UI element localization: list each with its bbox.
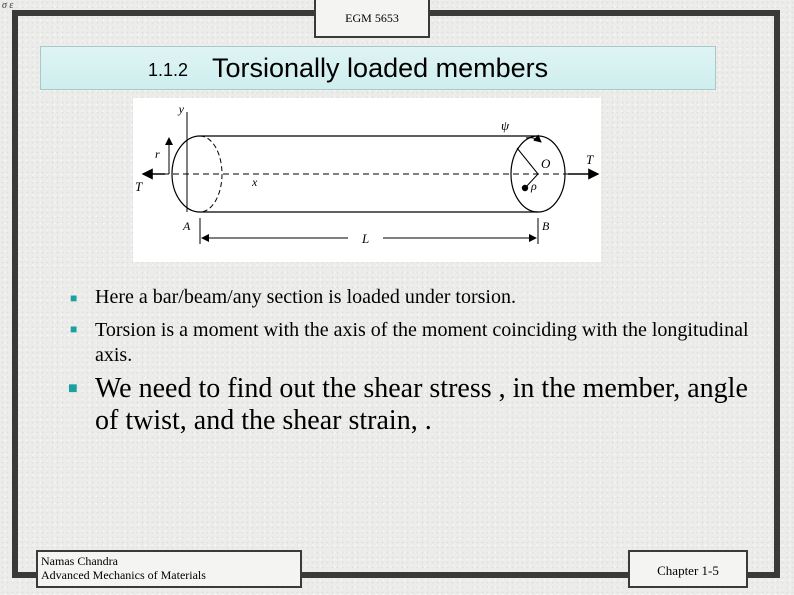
label-o: O [541,156,551,171]
corner-mark: σ ε [2,0,14,11]
bullet-marker-icon: ■ [70,291,78,305]
footer-course-title: Advanced Mechanics of Materials [41,568,206,582]
frame-right-border [774,10,780,578]
label-r: r [155,147,160,161]
bullet-item-2: Torsion is a moment with the axis of the moment coinciding with the longitudinal axis. [95,319,749,366]
label-psi: ψ [501,118,510,133]
bullet-marker-icon: ■ [68,380,78,397]
course-code: EGM 5653 [314,0,430,38]
bullet-item-1: Here a bar/beam/any section is loaded under torsion. [95,286,516,308]
label-b: B [542,219,550,233]
label-l: L [362,231,370,246]
footer-page-ref: Chapter 1-5 [628,550,748,588]
label-a: A [183,219,191,233]
frame-left-border [12,10,18,578]
label-y: y [178,102,184,116]
footer-author-box [36,550,302,588]
label-t-right: T [586,152,594,167]
torsion-bar-diagram [133,98,601,262]
label-rho: ρ [531,179,537,193]
slide-title: Torsionally loaded members [212,53,549,83]
bullet-item-3: We need to find out the shear stress , in the member, angle of twist, and the shear strain, . [95,373,748,436]
label-x: x [252,175,258,189]
footer-author: Namas Chandra [41,554,118,568]
section-number: 1.1.2 [148,60,189,80]
label-t-left: T [135,179,143,194]
bullet-marker-icon: ■ [70,322,78,336]
torsion-bar-figure [133,98,601,262]
